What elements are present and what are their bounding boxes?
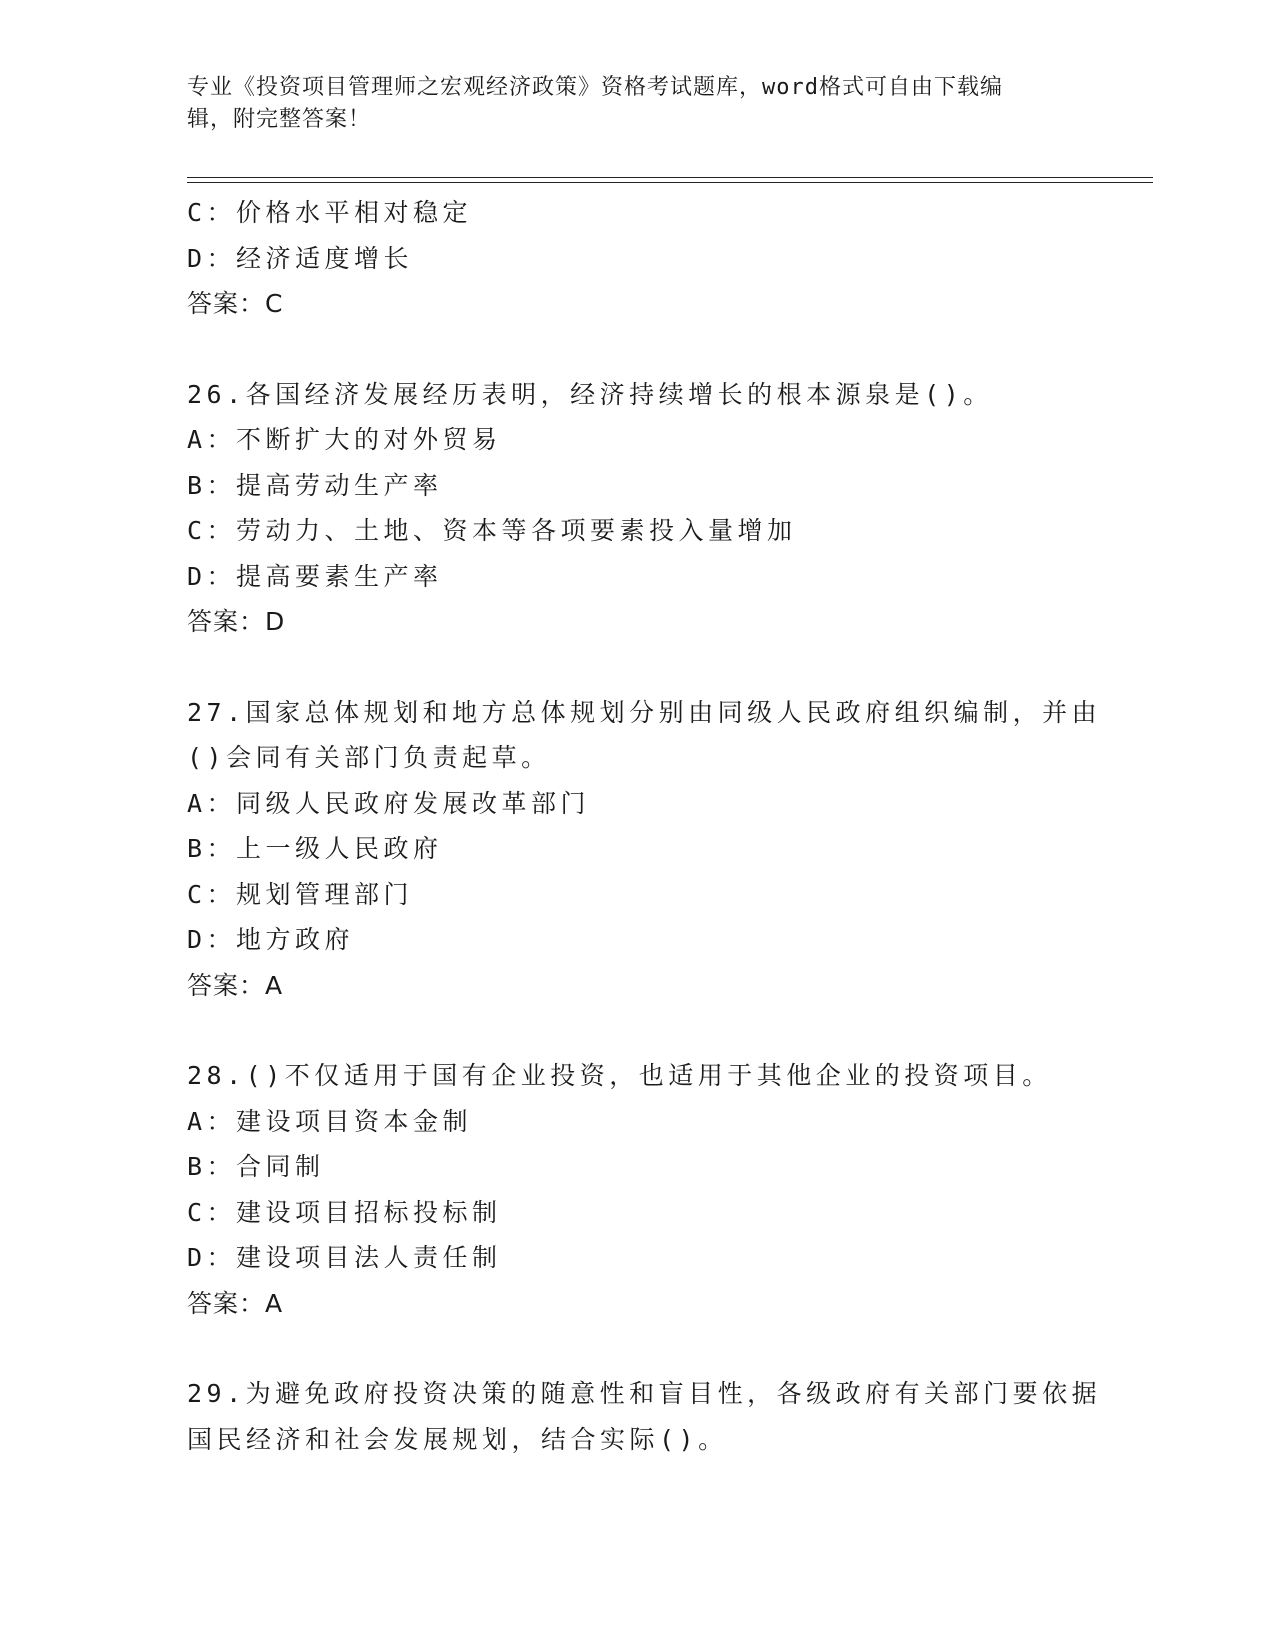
- question-stem-line-2: 国民经济和社会发展规划，结合实际()。: [187, 1424, 728, 1454]
- question-stem-line-1: 29.为避免政府投资决策的随意性和盲目性，各级政府有关部门要依据: [187, 1379, 1102, 1408]
- option-b: B：合同制: [187, 1152, 325, 1181]
- spacer: [187, 1008, 1087, 1053]
- option-b: B：提高劳动生产率: [187, 470, 443, 500]
- option-c: C：劳动力、土地、资本等各项要素投入量增加: [187, 516, 797, 545]
- question-stem-line-1: 27.国家总体规划和地方总体规划分别由同级人民政府组织编制，并由: [187, 697, 1102, 727]
- question-26: [187, 372, 1087, 645]
- option-a: A：建设项目资本金制: [187, 1106, 473, 1136]
- header-line-1: 专业《投资项目管理师之宏观经济政策》资格考试题库，word格式可自由下载编: [187, 75, 1003, 100]
- option-c: C：建设项目招标投标制: [187, 1197, 502, 1227]
- answer-line: 答案：A: [187, 1288, 284, 1318]
- question-stem: 28.()不仅适用于国有企业投资，也适用于其他企业的投资项目。: [187, 1061, 1052, 1090]
- option-d: D：提高要素生产率: [187, 561, 443, 591]
- answer-line: 答案：A: [187, 970, 284, 1000]
- header-line-2: 辑，附完整答案！: [187, 107, 372, 132]
- spacer: [187, 645, 1087, 690]
- question-stem: 26.各国经济发展经历表明，经济持续增长的根本源泉是()。: [187, 379, 993, 409]
- option-d: D：经济适度增长: [187, 243, 414, 273]
- question-27: [187, 690, 1102, 1009]
- option-a: A：不断扩大的对外贸易: [187, 425, 502, 454]
- answer-line: 答案：C: [187, 289, 284, 318]
- question-28: [187, 1053, 1087, 1326]
- option-b: B：上一级人民政府: [187, 834, 443, 863]
- question-list: [187, 190, 1102, 1462]
- question-25-partial: [187, 190, 1087, 327]
- option-d: D：建设项目法人责任制: [187, 1243, 502, 1272]
- option-c: C：价格水平相对稳定: [187, 198, 473, 227]
- question-29: [187, 1371, 1102, 1462]
- header-divider-top: [187, 177, 1153, 178]
- spacer: [187, 327, 1087, 372]
- document-header: [187, 72, 1067, 136]
- question-stem-line-2: ()会同有关部门负责起草。: [187, 743, 551, 772]
- answer-line: 答案：D: [187, 607, 286, 636]
- header-divider-bottom: [187, 182, 1153, 183]
- option-a: A：同级人民政府发展改革部门: [187, 788, 591, 818]
- option-d: D：地方政府: [187, 925, 355, 954]
- option-c: C：规划管理部门: [187, 879, 414, 909]
- spacer: [187, 1326, 1087, 1371]
